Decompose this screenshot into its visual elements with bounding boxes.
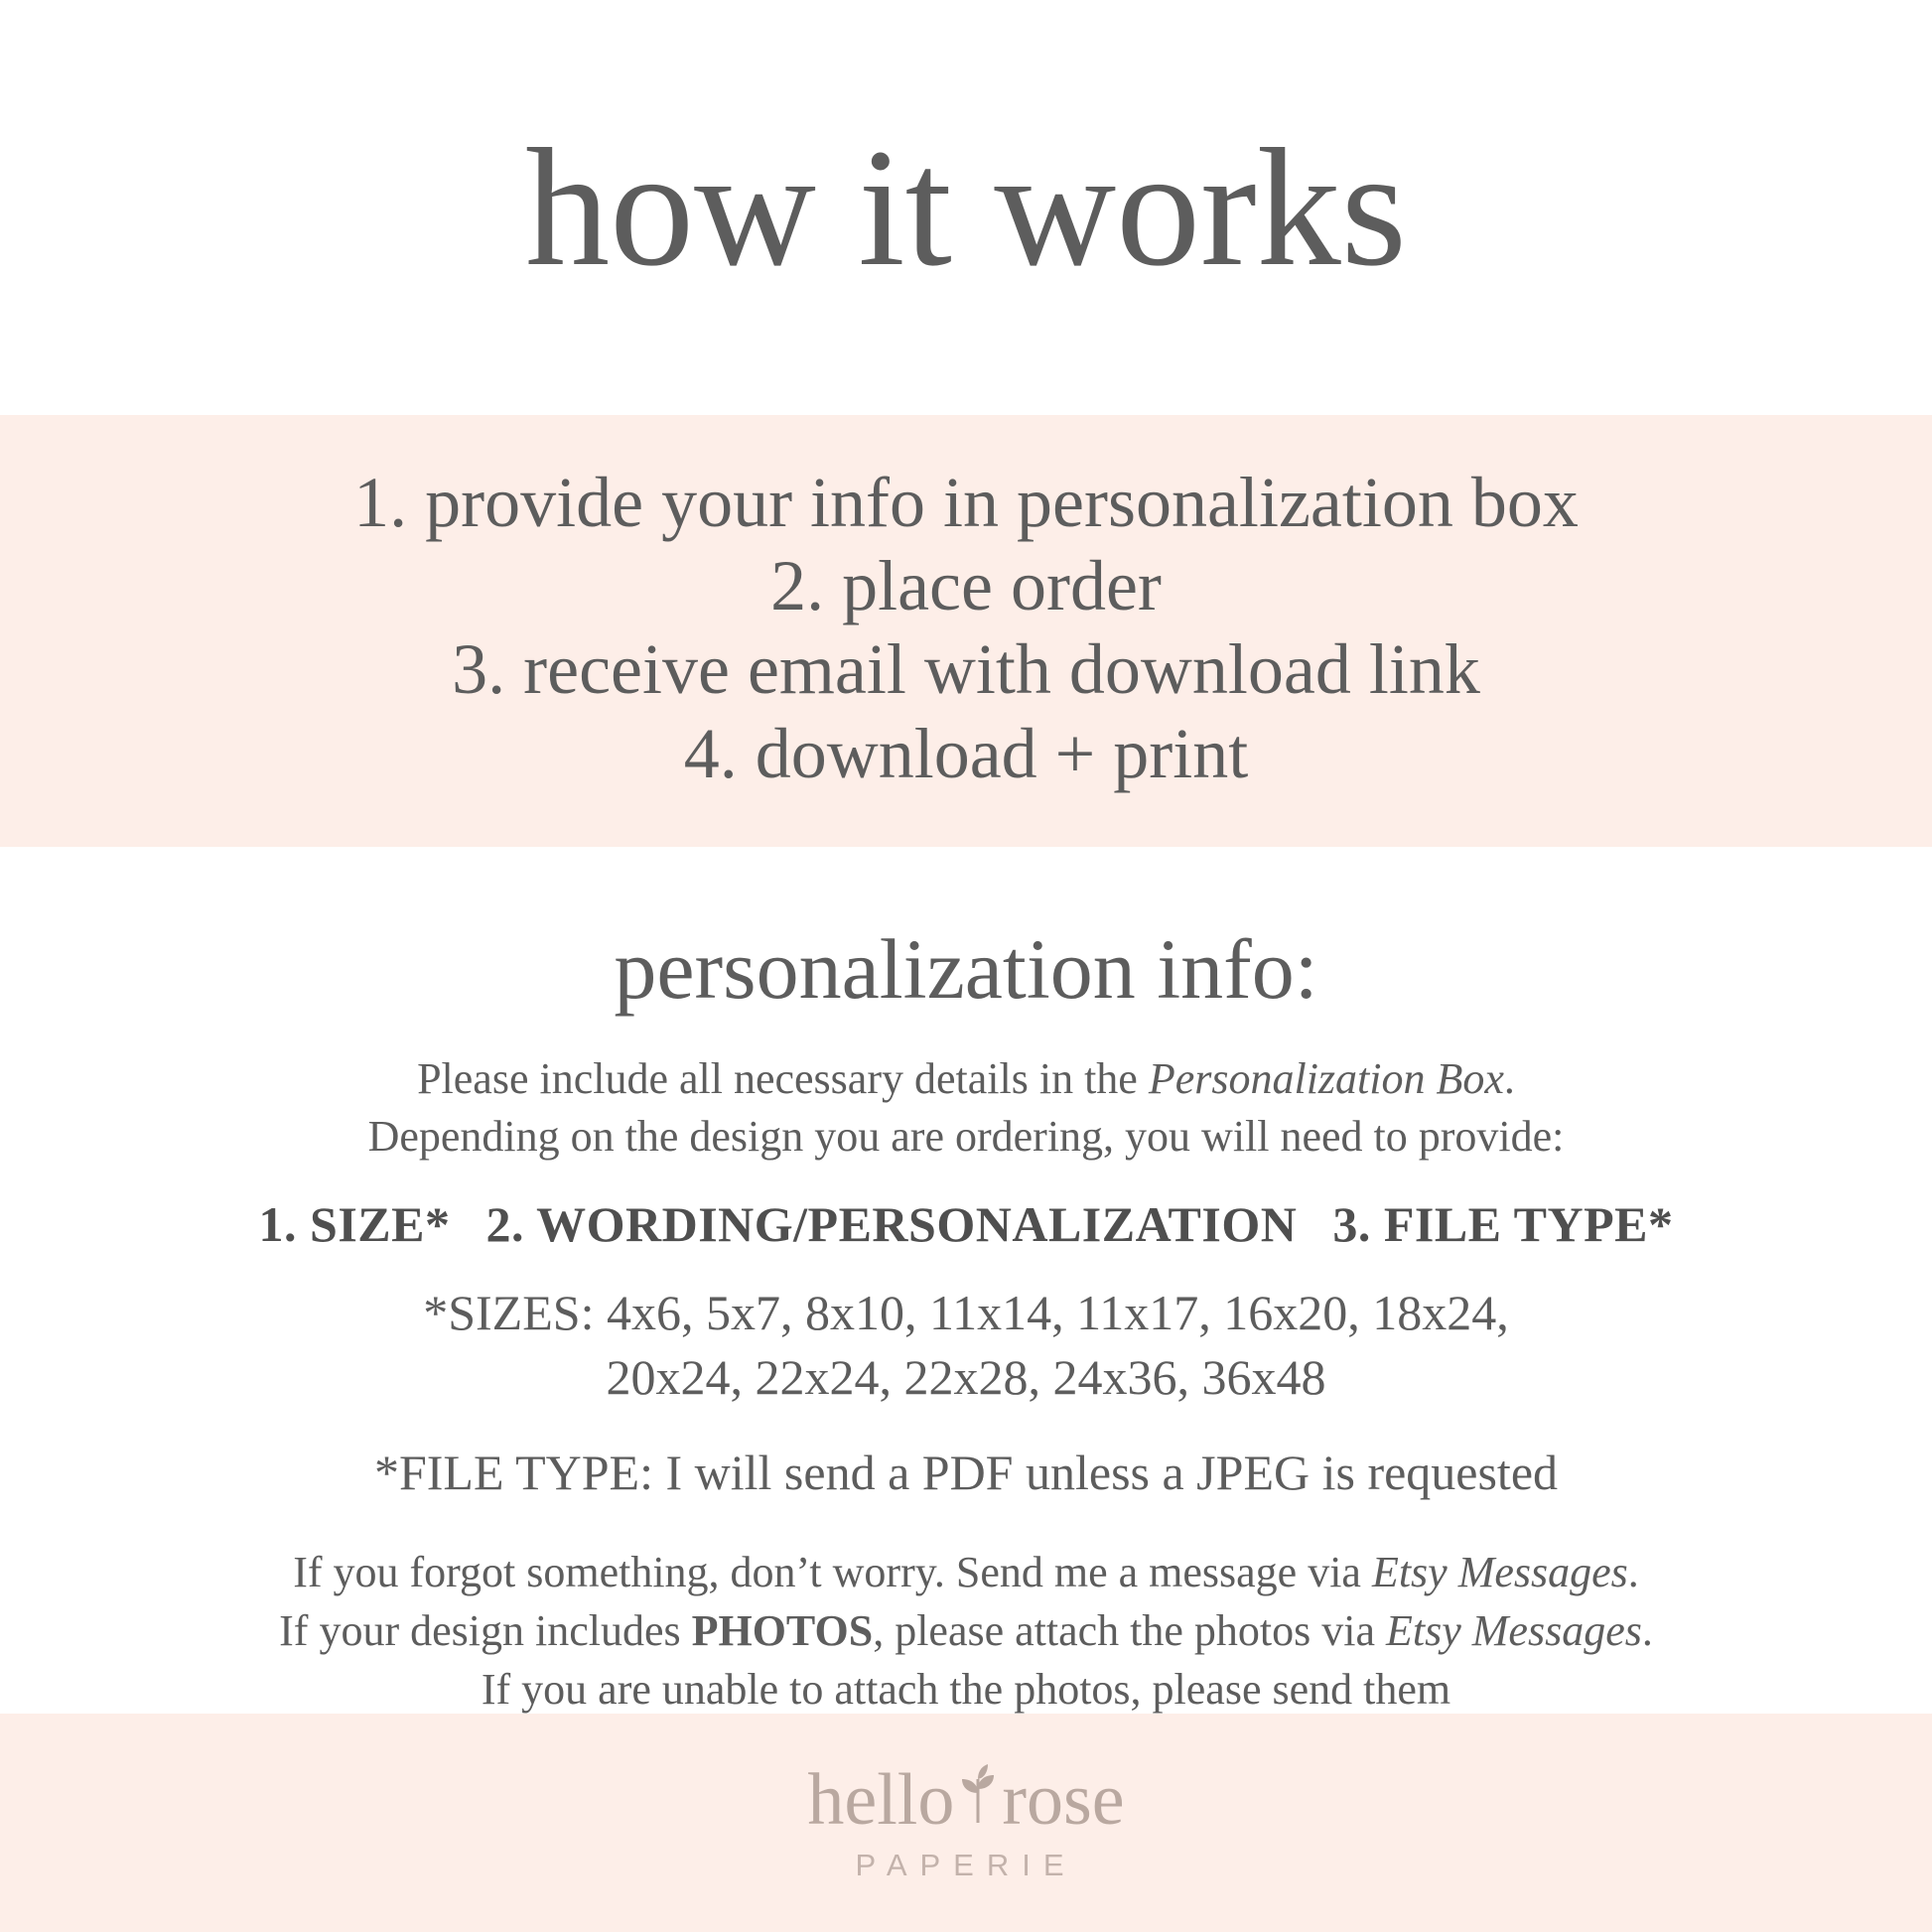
- logo-subtitle: PAPERIE: [855, 1847, 1077, 1882]
- file-type-note: *FILE TYPE: I will send a PDF unless a JPEG is requested: [373, 1444, 1559, 1500]
- intro-line-1: [0, 1050, 1932, 1108]
- logo-text-right: rose: [1002, 1759, 1125, 1841]
- requirement-size: 1. SIZE*: [258, 1195, 451, 1252]
- note-line-2-italic: Etsy Messages: [1386, 1606, 1642, 1656]
- requirement-wording: 2. WORDING/PERSONALIZATION: [485, 1195, 1298, 1252]
- intro-line-1-pre: Please include all necessary details in the: [417, 1053, 1149, 1103]
- note-line-1-pre: If you forgot something, don’t worry. Send me a message via: [293, 1547, 1372, 1596]
- note-line-1: [0, 1543, 1932, 1601]
- steps-band: [0, 415, 1932, 847]
- sizes-label: *SIZES:: [423, 1284, 595, 1340]
- note-line-1-italic: Etsy Messages: [1371, 1547, 1628, 1596]
- intro-line-1-post: .: [1503, 1053, 1515, 1103]
- title-band: [0, 0, 1932, 415]
- step-1: 1. provide your info in personalization box: [353, 463, 1579, 542]
- note-line-2-post: .: [1641, 1606, 1653, 1656]
- brand-logo: [807, 1759, 1125, 1841]
- personalization-info-section: [0, 847, 1932, 1778]
- note-line-2-bold: PHOTOS: [691, 1606, 874, 1656]
- intro-line-1-italic: Personalization Box: [1148, 1053, 1504, 1103]
- requirement-file-type: 3. FILE TYPE*: [1332, 1195, 1674, 1252]
- step-2: 2. place order: [770, 546, 1162, 626]
- note-line-2-mid: , please attach the photos via: [873, 1606, 1387, 1656]
- sizes-line-1: [0, 1281, 1932, 1345]
- footer-band: [0, 1714, 1932, 1932]
- intro-line-2: Depending on the design you are ordering, you will need to provide:: [367, 1111, 1565, 1161]
- personalization-heading: personalization info:: [614, 920, 1318, 1017]
- note-line-1-post: .: [1627, 1547, 1639, 1596]
- sizes-block: [0, 1281, 1932, 1410]
- logo-text-left: hello: [807, 1759, 955, 1841]
- requirements-row: [0, 1195, 1932, 1253]
- sizes-values-1: 4x6, 5x7, 8x10, 11x14, 11x17, 16x20, 18x24,: [606, 1284, 1509, 1340]
- step-3: 3. receive email with download link: [452, 629, 1480, 710]
- step-4: 4. download + print: [683, 713, 1249, 793]
- page-title: how it works: [525, 114, 1407, 301]
- sizes-line-2: 20x24, 22x24, 22x28, 24x36, 36x48: [606, 1348, 1326, 1405]
- leaf-icon: [958, 1763, 998, 1838]
- note-line-2-pre: If your design includes: [279, 1606, 692, 1656]
- note-line-3: If you are unable to attach the photos, please send them: [481, 1665, 1451, 1715]
- note-line-2: [0, 1601, 1932, 1660]
